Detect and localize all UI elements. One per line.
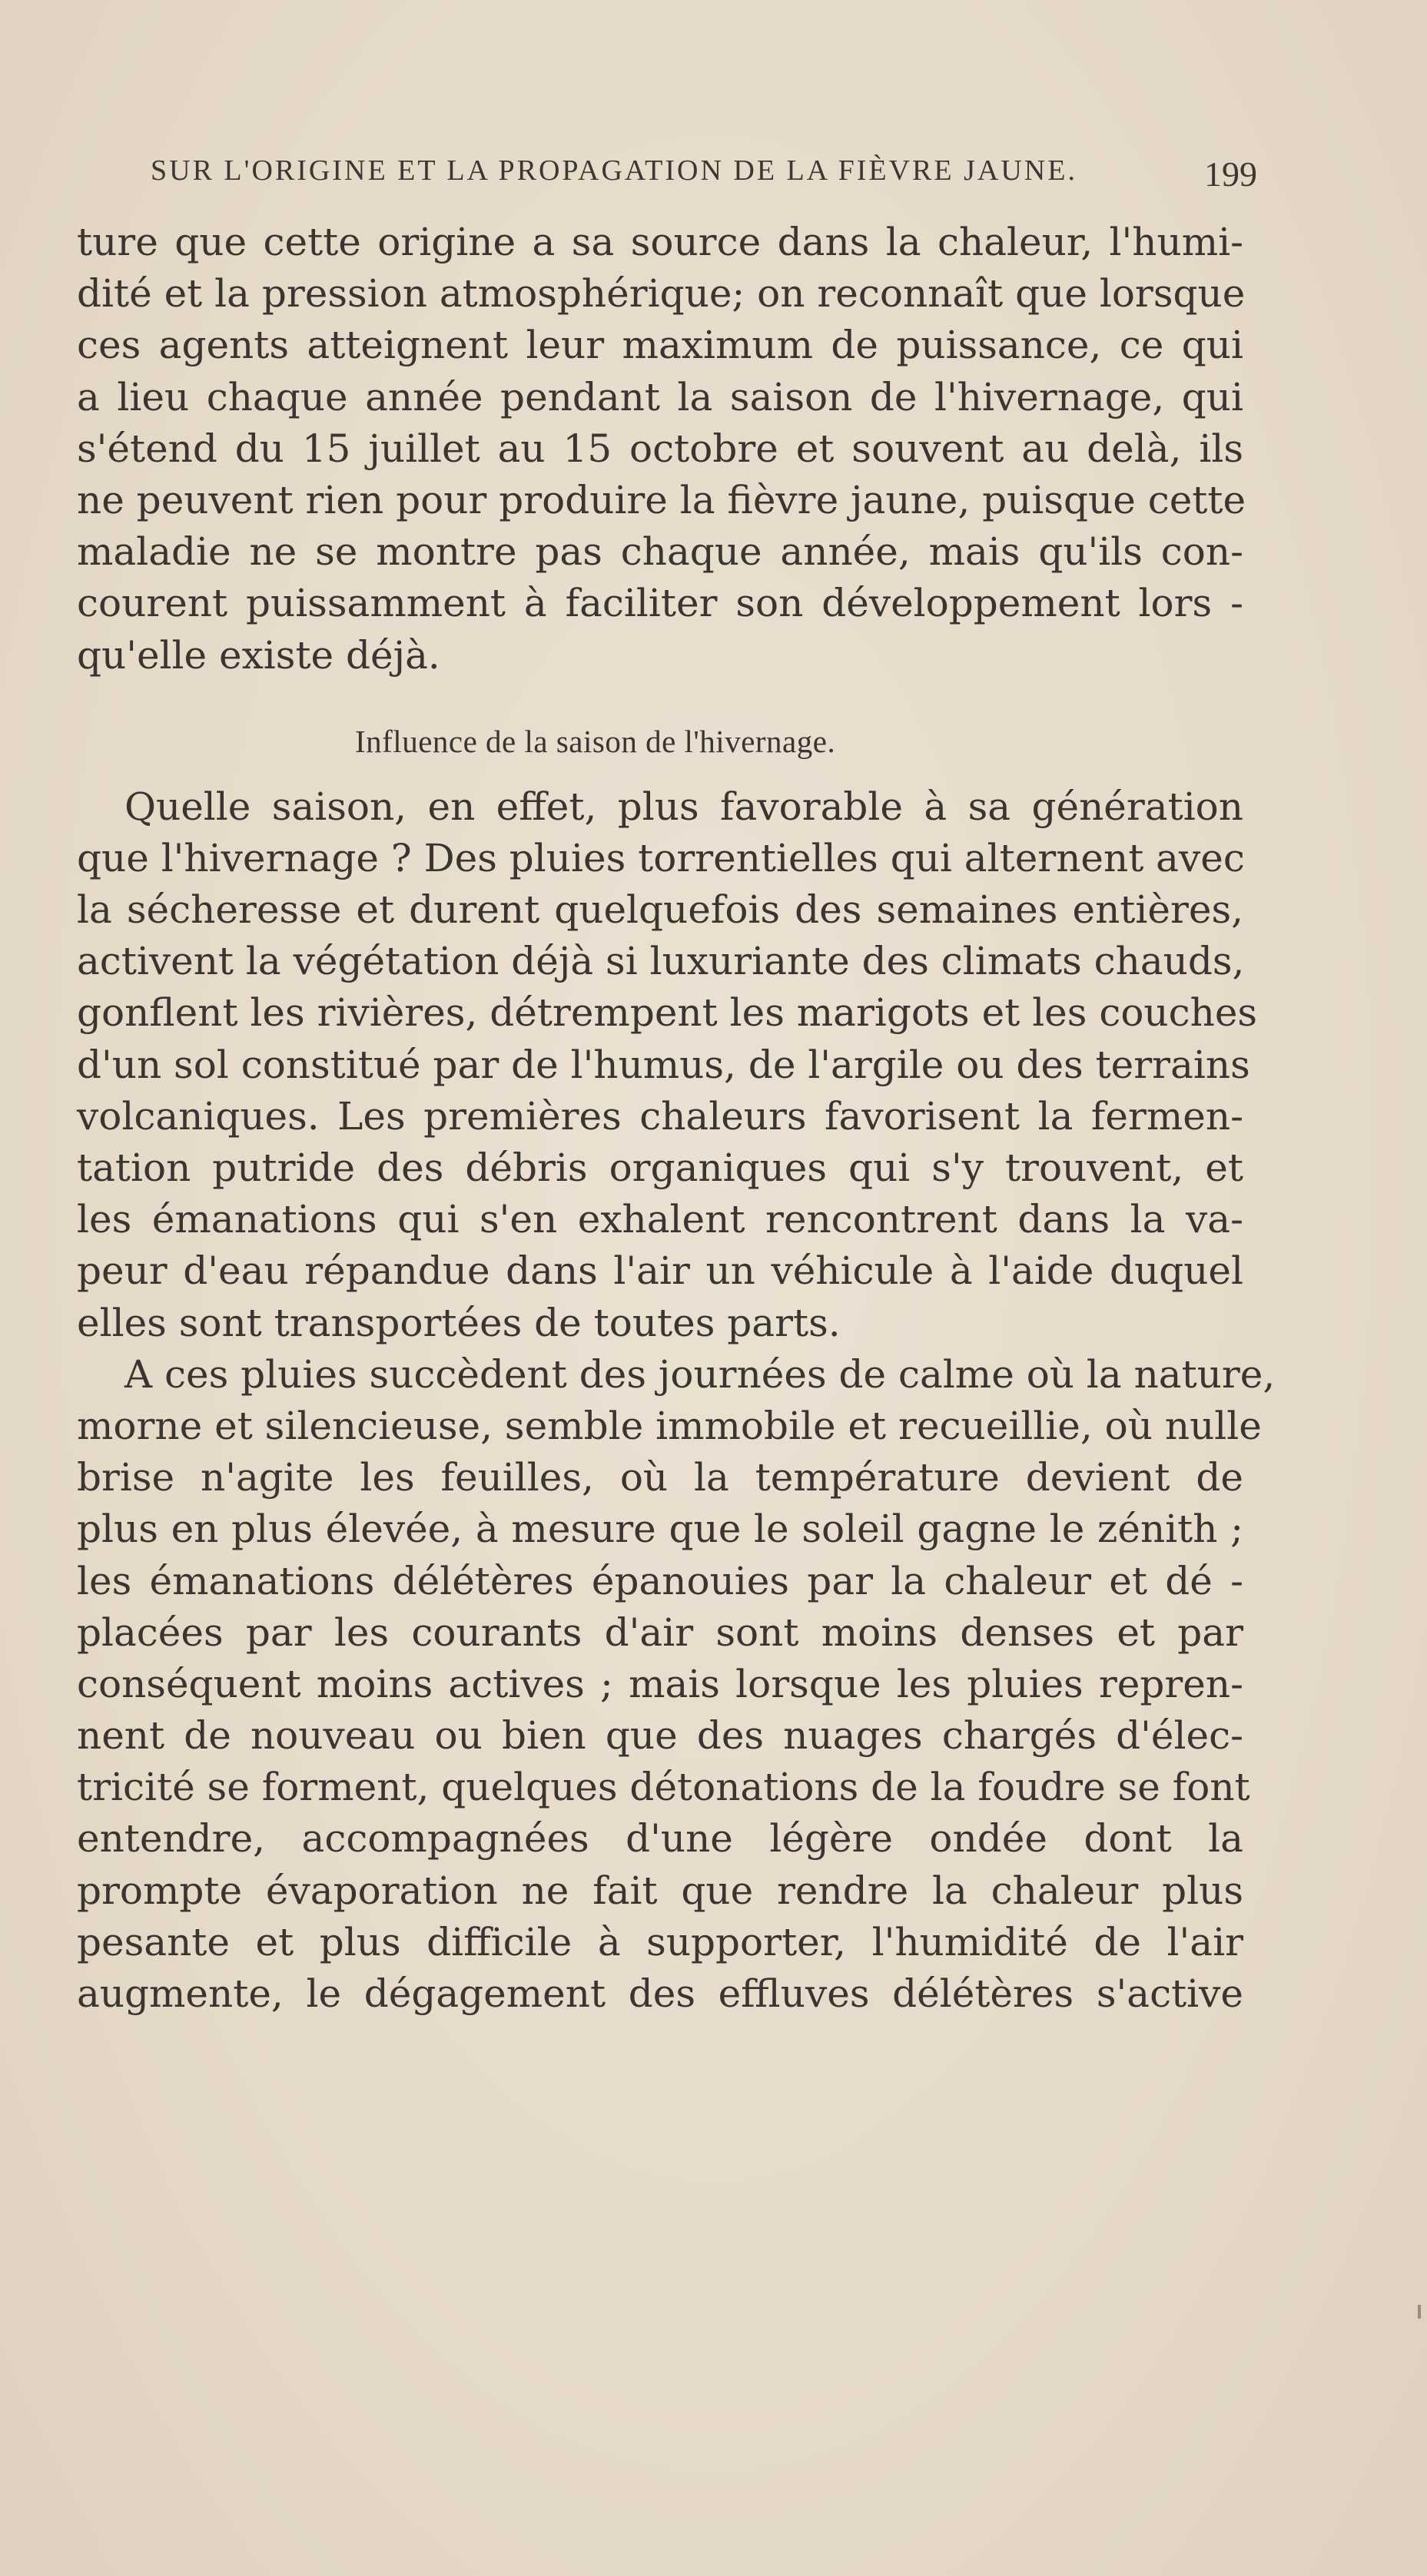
text-line: nent de nouveau ou bien que des nuages chargés d'élec- [77, 1713, 1243, 1759]
text-line: courent puissamment à faciliter son développement lors - [77, 581, 1243, 626]
text-line: placées par les courants d'air sont moins denses et par [77, 1610, 1243, 1655]
text-line: augmente, le dégagement des effluves délétères s'active [77, 1971, 1243, 2016]
text-line: la sécheresse et durent quelquefois des semaines entières, [77, 887, 1243, 933]
text-line: ture que cette origine a sa source dans la chaleur, l'humi- [77, 220, 1243, 264]
text-line: s'étend du 15 juillet au 15 octobre et souvent au delà, ils [77, 426, 1243, 471]
body-text [77, 217, 1276, 2020]
text-line: plus en plus élevée, à mesure que le soleil gagne le zénith ; [77, 1507, 1243, 1552]
text-line: morne et silencieuse, semble immobile et recueillie, où nulle [77, 1403, 1262, 1448]
text-line: ne peuvent rien pour produire la fièvre jaune, puisque cette [77, 477, 1246, 522]
text-line: a lieu chaque année pendant la saison de l'hivernage, qui [77, 374, 1243, 419]
page-edge-mark [1418, 2305, 1421, 2319]
text-line: les émanations délétères épanouies par la chaleur et dé - [77, 1558, 1243, 1603]
text-line: tation putride des débris organiques qui s'y trouvent, et [77, 1145, 1243, 1190]
text-line: gonflent les rivières, détrempent les marigots et les couches [77, 990, 1258, 1036]
text-line: conséquent moins actives ; mais lorsque les pluies repren- [77, 1661, 1243, 1706]
text-line: tricité se forment, quelques détonations de la foudre se font [77, 1765, 1250, 1810]
paragraph-1 [77, 217, 1246, 681]
text-line: pesante et plus difficile à supporter, l'humidité de l'air [77, 1919, 1243, 1964]
text-line: activent la végétation déjà si luxuriante des climats chauds, [77, 939, 1245, 984]
text-line: d'un sol constitué par de l'humus, de l'argile ou des terrains [77, 1042, 1250, 1087]
text-line: entendre, accompagnées d'une légère ondée dont la [77, 1816, 1243, 1862]
text-line: maladie ne se montre pas chaque année, mais qu'ils con- [77, 529, 1243, 575]
text-line: A ces pluies succèdent des journées de calme où la nature, [124, 1351, 1276, 1397]
text-line: que l'hivernage ? Des pluies torrentielles qui alternent avec [77, 835, 1245, 880]
text-line: elles sont transportées de toutes parts. [77, 1300, 841, 1345]
text-line: ces agents atteignent leur maximum de puissance, ce qui [77, 323, 1243, 368]
text-line: brise n'agite les feuilles, où la température devient de [77, 1455, 1243, 1500]
text-line: dité et la pression atmosphérique; on reconnaît que lorsque [77, 271, 1246, 317]
text-line: Quelle saison, en effet, plus favorable à sa génération [124, 784, 1243, 829]
text-line: peur d'eau répandue dans l'air un véhicule à l'aide duquel [77, 1248, 1243, 1294]
text-line: qu'elle existe déjà. [77, 632, 440, 678]
running-title: SUR L'ORIGINE ET LA PROPAGATION DE LA FIÈVRE JAUNE. [151, 154, 1077, 187]
paragraph-2 [77, 781, 1258, 1349]
text-line: volcaniques. Les premières chaleurs favorisent la fermen- [77, 1093, 1243, 1139]
text-line: les émanations qui s'en exhalent rencontrent dans la va- [77, 1197, 1243, 1242]
page-header [151, 154, 1257, 200]
text-line: prompte évaporation ne fait que rendre la chaleur plus [77, 1868, 1243, 1913]
page-number: 199 [1204, 154, 1257, 194]
paragraph-3 [77, 1349, 1276, 2020]
section-heading: Influence de la saison de l'hivernage. [355, 723, 836, 759]
